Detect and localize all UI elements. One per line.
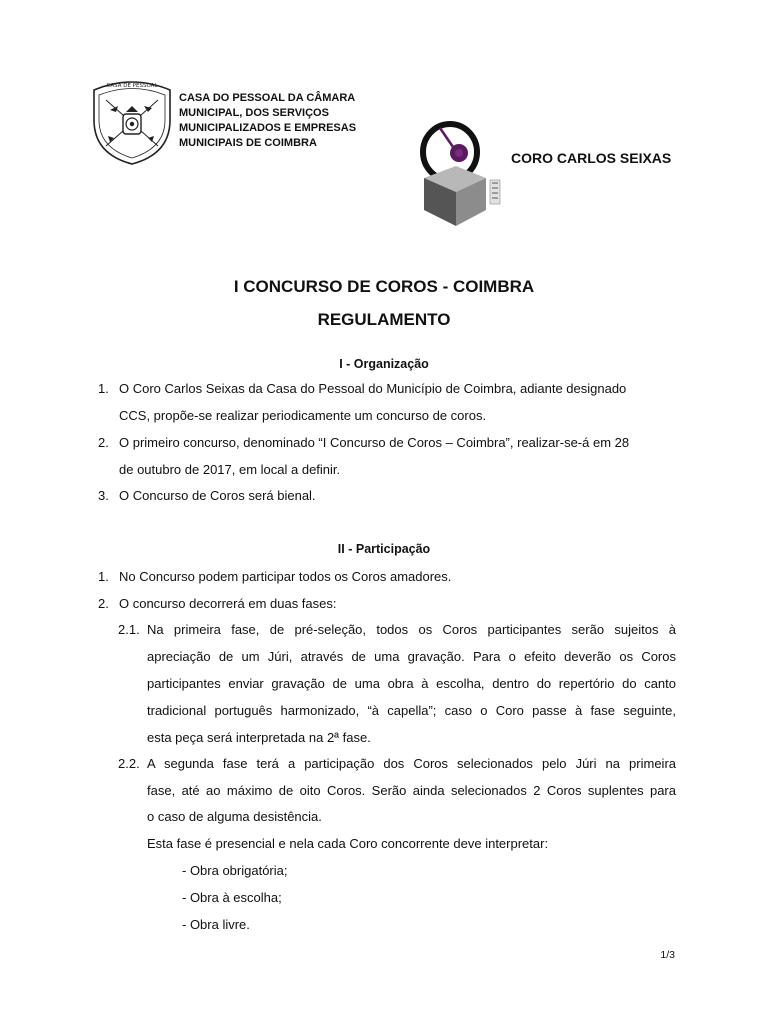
subitem-text-line: tradicional português harmonizado, “à capella”; caso o Coro passe à fase seguinte, xyxy=(147,703,676,718)
organization-name-line: CASA DO PESSOAL DA CÂMARA xyxy=(179,92,356,104)
section-heading: I - Organização xyxy=(339,357,429,371)
casa-do-pessoal-seal-logo xyxy=(90,76,174,166)
subitem-text-line: o caso de alguma desistência. xyxy=(147,809,322,824)
item-text-line: de outubro de 2017, em local a definir. xyxy=(119,462,341,477)
organization-name-line: MUNICIPALIZADOS E EMPRESAS xyxy=(179,122,357,134)
document-title: I CONCURSO DE COROS - COIMBRA xyxy=(233,277,535,296)
organization-name-line: MUNICIPAIS DE COIMBRA xyxy=(179,137,317,149)
section-heading: II - Participação xyxy=(337,542,431,556)
subitem-text-line: A segunda fase terá a participação dos Coros selecionados pelo Júri na primeira xyxy=(147,756,676,771)
subitem-text-line: fase, até ao máximo de oito Coros. Serão ainda selecionados 2 Coros suplentes para xyxy=(147,783,676,798)
coro-carlos-seixas-logo xyxy=(418,120,508,228)
subitem-text-line: participantes enviar gravação de uma obra à escolha, dentro do repertório do canto xyxy=(147,676,676,691)
choir-name: CORO CARLOS SEIXAS xyxy=(511,150,672,166)
subitem-number: 2.2. xyxy=(118,756,140,771)
organization-name xyxy=(179,91,409,151)
list-item: - Obra livre. xyxy=(182,917,250,932)
list-item: - Obra à escolha; xyxy=(182,890,282,905)
item-text-line: O Coro Carlos Seixas da Casa do Pessoal do Município de Coimbra, adiante designado xyxy=(119,381,627,396)
seal-lettering: CASA DE PESSOAL xyxy=(106,83,158,89)
subitem-text-line: esta peça será interpretada na 2ª fase. xyxy=(147,730,371,745)
list-item: - Obra obrigatória; xyxy=(182,863,288,878)
item-number: 2. xyxy=(98,435,109,450)
subitem-text-line: Esta fase é presencial e nela cada Coro concorrente deve interpretar: xyxy=(147,836,549,851)
subitem-number: 2.1. xyxy=(118,622,140,637)
item-number: 2. xyxy=(98,596,109,611)
item-text-line: O Concurso de Coros será bienal. xyxy=(119,488,316,503)
item-text-line: O primeiro concurso, denominado “I Concurso de Coros – Coimbra”, realizar-se-á em 28 xyxy=(119,435,630,450)
item-text-line: No Concurso podem participar todos os Coros amadores. xyxy=(119,569,452,584)
item-number: 1. xyxy=(98,569,109,584)
page-number: 1/3 xyxy=(660,949,675,961)
organization-name-line: MUNICIPAL, DOS SERVIÇOS xyxy=(179,107,329,119)
item-number: 1. xyxy=(98,381,109,396)
item-number: 3. xyxy=(98,488,109,503)
subitem-text-line: Na primeira fase, de pré-seleção, todos os Coros participantes serão sujeitos à xyxy=(147,622,676,637)
subitem-text-line: apreciação de um Júri, através de uma gravação. Para o efeito deverão os Coros xyxy=(147,649,676,664)
item-text-line: O concurso decorrerá em duas fases: xyxy=(119,596,337,611)
item-text-line: CCS, propõe-se realizar periodicamente um concurso de coros. xyxy=(119,408,487,423)
document-subtitle: REGULAMENTO xyxy=(317,310,451,329)
